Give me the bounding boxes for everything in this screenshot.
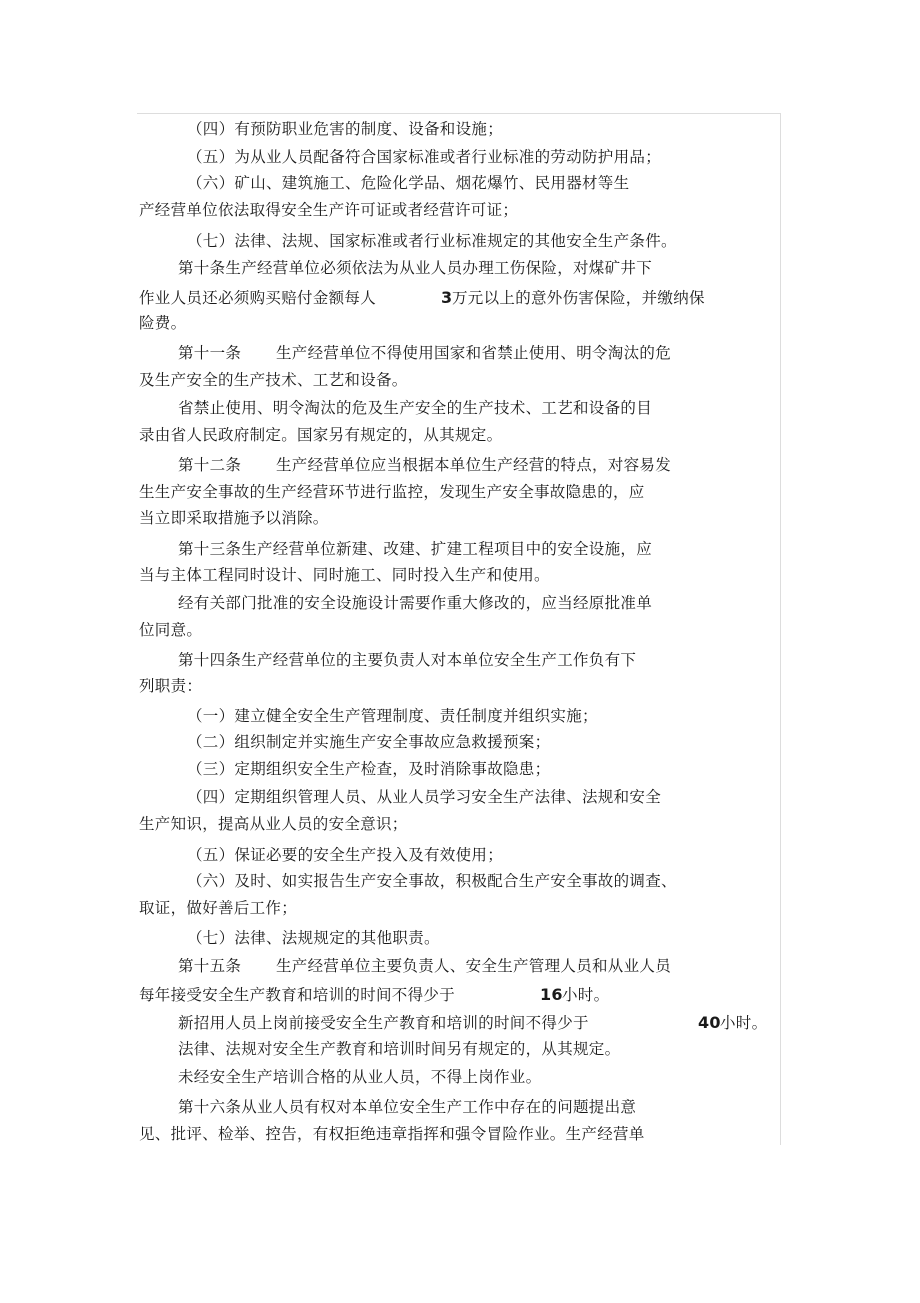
article-number: 第十二条 — [178, 456, 242, 474]
text-line: 见、批评、检举、控告，有权拒绝违章指挥和强令冒险作业。生产经营单 — [139, 1125, 645, 1143]
text-line: 生产经营单位不得使用国家和省禁止使用、明令淘汰的危 — [276, 344, 672, 362]
amount-value: 3 — [441, 288, 453, 307]
text-line: 新招用人员上岗前接受安全生产教育和培训的时间不得少于 — [178, 1014, 589, 1032]
text-line: 列职责： — [139, 677, 203, 695]
text-line: 产经营单位依法取得安全生产许可证或者经营许可证； — [139, 201, 519, 219]
text-line: （六）矿山、建筑施工、危险化学品、烟花爆竹、民用器材等生 — [187, 174, 630, 192]
text-line: 位同意。 — [139, 621, 203, 639]
text-line: 当立即采取措施予以消除。 — [139, 509, 329, 527]
text-line: 及生产安全的生产技术、工艺和设备。 — [139, 371, 408, 389]
text-line: （七）法律、法规规定的其他职责。 — [187, 929, 440, 947]
text-line: 录由省人民政府制定。国家另有规定的，从其规定。 — [139, 426, 503, 444]
text-line: 险费。 — [139, 314, 187, 332]
text-line: （四）定期组织管理人员、从业人员学习安全生产法律、法规和安全 — [187, 788, 662, 806]
text-line: 生产经营单位应当根据本单位生产经营的特点，对容易发 — [276, 456, 672, 474]
text-line: 小时。 — [720, 1014, 768, 1032]
text-line: 法律、法规对安全生产教育和培训时间另有规定的，从其规定。 — [178, 1040, 621, 1058]
text-line: 未经安全生产培训合格的从业人员，不得上岗作业。 — [178, 1068, 542, 1086]
text-line: （五）为从业人员配备符合国家标准或者行业标准的劳动防护用品； — [187, 148, 662, 166]
text-line: 每年接受安全生产教育和培训的时间不得少于 — [139, 986, 456, 1004]
text-line: 第十四条生产经营单位的主要负责人对本单位安全生产工作负有下 — [178, 651, 637, 669]
text-line: 当与主体工程同时设计、同时施工、同时投入生产和使用。 — [139, 566, 550, 584]
text-line: （一）建立健全安全生产管理制度、责任制度并组织实施； — [187, 707, 598, 725]
text-line: 第十条生产经营单位必须依法为从业人员办理工伤保险，对煤矿井下 — [178, 259, 653, 277]
text-line: （七）法律、法规、国家标准或者行业标准规定的其他安全生产条件。 — [187, 232, 677, 250]
text-line: 作业人员还必须购买赔付金额每人 — [139, 289, 377, 307]
article-number: 第十五条 — [178, 957, 242, 975]
text-line: （四）有预防职业危害的制度、设备和设施； — [187, 120, 504, 138]
hours-value: 16 — [540, 985, 563, 1004]
text-line: （二）组织制定并实施生产安全事故应急救援预案； — [187, 733, 551, 751]
text-line: 取证，做好善后工作； — [139, 899, 298, 917]
text-line: （五）保证必要的安全生产投入及有效使用； — [187, 846, 504, 864]
text-line: 第十三条生产经营单位新建、改建、扩建工程项目中的安全设施，应 — [178, 540, 653, 558]
text-line: 万元以上的意外伤害保险，并缴纳保 — [452, 289, 705, 307]
text-line: 第十六条从业人员有权对本单位安全生产工作中存在的问题提出意 — [178, 1098, 637, 1116]
hours-value: 40 — [698, 1013, 721, 1032]
text-line: 小时。 — [562, 986, 610, 1004]
text-line: 经有关部门批准的安全设施设计需要作重大修改的，应当经原批准单 — [178, 594, 653, 612]
text-line: （六）及时、如实报告生产安全事故，积极配合生产安全事故的调查、 — [187, 872, 677, 890]
article-number: 第十一条 — [178, 344, 242, 362]
text-line: 生生产安全事故的生产经营环节进行监控，发现生产安全事故隐患的，应 — [139, 483, 645, 501]
text-line: 生产知识，提高从业人员的安全意识； — [139, 815, 408, 833]
text-line: （三）定期组织安全生产检查，及时消除事故隐患； — [187, 760, 551, 778]
text-line: 生产经营单位主要负责人、安全生产管理人员和从业人员 — [276, 957, 672, 975]
text-line: 省禁止使用、明令淘汰的危及生产安全的生产技术、工艺和设备的目 — [178, 399, 653, 417]
